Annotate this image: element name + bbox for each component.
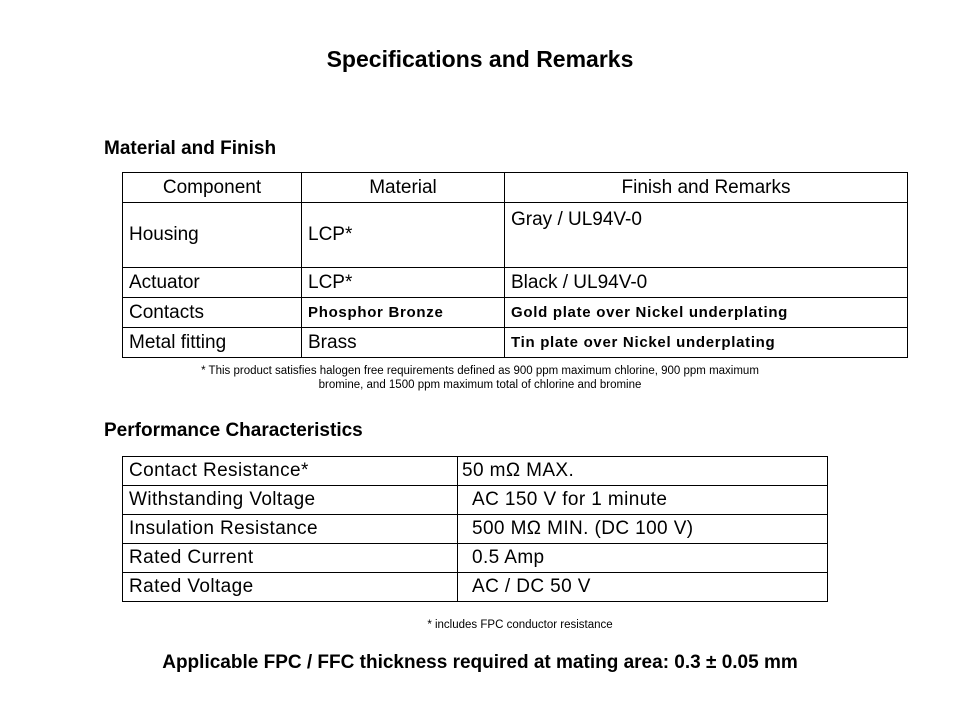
cell-component: Actuator [123,268,302,298]
performance-table [122,456,828,602]
table-header-row [123,173,908,203]
cell-finish: Gold plate over Nickel underplating [505,298,908,328]
cell-finish: Gray / UL94V-0 [505,203,908,268]
column-header-material: Material [302,173,505,203]
performance-heading: Performance Characteristics [104,420,363,441]
table-row [123,544,828,573]
cell-value: 500 MΩ MIN. (DC 100 V) [458,515,828,544]
cell-component: Contacts [123,298,302,328]
page-title: Specifications and Remarks [326,46,634,72]
cell-value: 50 mΩ MAX. [458,457,828,486]
cell-material: LCP* [302,203,505,268]
table-row [123,298,908,328]
cell-component: Housing [123,203,302,268]
table-row [123,328,908,358]
resistance-footnote: * includes FPC conductor resistance [427,619,613,631]
cell-material: Phosphor Bronze [302,298,505,328]
column-header-component: Component [123,173,302,203]
fpc-thickness-statement: Applicable FPC / FFC thickness required at mating area: 0.3 ± 0.05 mm [162,652,798,673]
cell-finish: Tin plate over Nickel underplating [505,328,908,358]
table-row [123,457,828,486]
table-row [123,203,908,268]
column-header-finish: Finish and Remarks [505,173,908,203]
cell-item: Rated Voltage [123,573,458,602]
table-row [123,515,828,544]
footnote-line: bromine, and 1500 ppm maximum total of chlorine and bromine [318,379,642,391]
halogen-footnote [100,364,860,392]
cell-item: Withstanding Voltage [123,486,458,515]
cell-finish: Black / UL94V-0 [505,268,908,298]
cell-material: LCP* [302,268,505,298]
material-heading: Material and Finish [104,138,277,159]
cell-value: AC 150 V for 1 minute [458,486,828,515]
cell-component: Metal fitting [123,328,302,358]
cell-value: 0.5 Amp [458,544,828,573]
table-row [123,486,828,515]
material-table [122,172,908,358]
cell-value: AC / DC 50 V [458,573,828,602]
cell-item: Contact Resistance* [123,457,458,486]
footnote-line: * This product satisfies halogen free requirements defined as 900 ppm maximum chlorine, 900 ppm maximum [201,365,759,377]
table-row [123,268,908,298]
cell-item: Rated Current [123,544,458,573]
cell-item: Insulation Resistance [123,515,458,544]
cell-material: Brass [302,328,505,358]
table-row [123,573,828,602]
